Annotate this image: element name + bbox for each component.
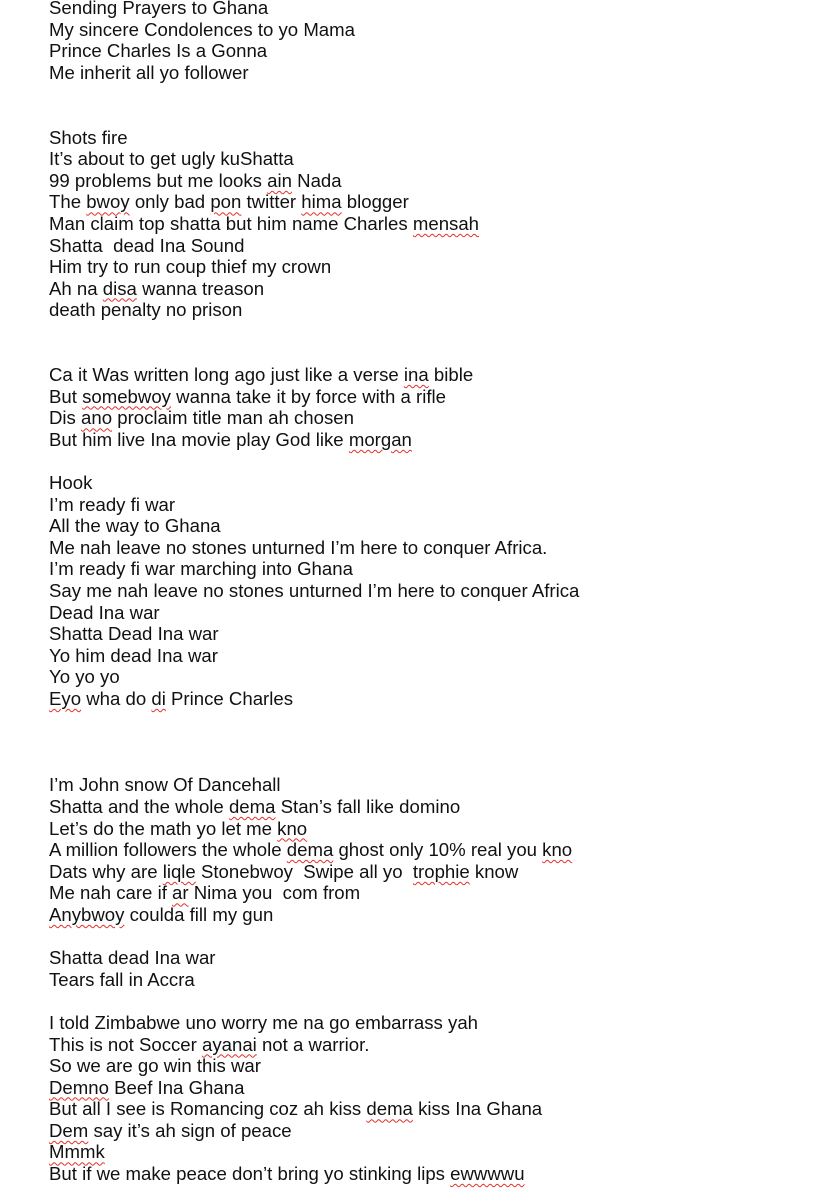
spelling-error-word[interactable]: Eyo: [49, 688, 82, 709]
spelling-error-word[interactable]: dema: [228, 795, 276, 817]
text-line: Ah na disa wanna treason: [49, 277, 265, 299]
blank-line: [49, 990, 819, 1012]
text-line: But somebwoy wanna take it by force with a rifle: [49, 385, 446, 407]
blank-line: [49, 343, 819, 365]
text-line: Ca it Was written long ago just like a verse ina bible: [49, 364, 474, 386]
text-line: Man claim top shatta but him name Charles mensah: [49, 212, 480, 234]
text-line: Dats why are liqle Stonebwoy Swipe all yo trophie know: [49, 860, 519, 882]
spelling-error-word[interactable]: ar: [172, 882, 189, 904]
spelling-error-word[interactable]: mensah: [412, 212, 480, 234]
text-line: Shatta dead Ina Sound: [49, 234, 245, 256]
text-line: Eyo wha do di Prince Charles: [49, 688, 293, 709]
blank-line: [49, 926, 819, 948]
text-line: Prince Charles Is a Gonna: [49, 40, 268, 62]
blank-line: [49, 731, 819, 753]
spelling-error-word[interactable]: morgan: [348, 428, 412, 450]
text-line: Demno Beef Ina Ghana: [49, 1076, 245, 1098]
spelling-error-word[interactable]: somebwoy: [82, 385, 171, 407]
text-line: Shots fire: [49, 126, 128, 148]
blank-line: [49, 83, 819, 105]
spelling-error-word[interactable]: Anybwoy: [49, 903, 125, 925]
spelling-error-word[interactable]: Mmmk: [49, 1141, 105, 1163]
text-line: I’m ready fi war: [49, 493, 176, 515]
spelling-error-word[interactable]: ain: [267, 169, 292, 191]
spelling-error-word[interactable]: Dem: [49, 1119, 89, 1141]
spelling-error-word[interactable]: kno: [277, 817, 308, 839]
spelling-error-word[interactable]: trophie: [412, 860, 470, 882]
text-line: Dis ano proclaim title man ah chosen: [49, 407, 354, 429]
spelling-error-word[interactable]: pon: [210, 191, 242, 213]
blank-line: [49, 321, 819, 343]
text-line: But all I see is Romancing coz ah kiss dema kiss Ina Ghana: [49, 1098, 543, 1120]
blank-line: [49, 450, 819, 472]
text-line: Anybwoy coulda fill my gun: [49, 903, 274, 925]
spelling-error-word[interactable]: ayanai: [202, 1033, 257, 1055]
text-line: Hook: [49, 472, 93, 494]
spelling-error-word[interactable]: Demno: [49, 1076, 109, 1098]
text-line: Shatta dead Ina war: [49, 947, 216, 969]
text-line: The bwoy only bad pon twitter hima blogger: [49, 191, 409, 213]
spelling-error-word[interactable]: ano: [81, 407, 113, 429]
text-line: Tears fall in Accra: [49, 968, 195, 990]
text-line: Let’s do the math yo let me kno: [49, 817, 308, 839]
spelling-error-word[interactable]: disa: [102, 277, 137, 299]
text-line: All the way to Ghana: [49, 515, 221, 537]
spelling-error-word[interactable]: liqle: [162, 860, 196, 882]
text-line: My sincere Condolences to yo Mama: [49, 18, 355, 40]
text-line: death penalty no prison: [49, 299, 243, 321]
spelling-error-word[interactable]: di: [151, 688, 166, 709]
text-line: I’m ready fi war marching into Ghana: [49, 558, 353, 580]
text-line: Me nah care if ar Nima you com from: [49, 882, 361, 904]
spelling-error-word[interactable]: hima: [301, 191, 342, 213]
text-line: Me nah leave no stones unturned I’m here to conquer Africa.: [49, 536, 548, 558]
spelling-error-word[interactable]: dema: [366, 1098, 413, 1120]
text-line: Shatta and the whole dema Stan’s fall like domino: [49, 795, 461, 817]
text-line: Me inherit all yo follower: [49, 61, 249, 83]
text-line: Yo him dead Ina war: [49, 644, 218, 666]
lyrics-document: [49, 0, 819, 1185]
text-line: Shatta Dead Ina war: [49, 623, 219, 645]
text-line: A million followers the whole dema ghost only 10% real you kno: [49, 839, 573, 861]
text-line: [49, 1141, 819, 1163]
text-line: I’m John snow Of Dancehall: [49, 774, 281, 796]
spelling-error-word[interactable]: bwoy: [86, 191, 130, 213]
text-line: But him live Ina movie play God like morgan: [49, 428, 412, 450]
text-line: 99 problems but me looks ain Nada: [49, 169, 342, 191]
blank-line: [49, 710, 819, 732]
spelling-error-word[interactable]: ewwwwu: [450, 1163, 525, 1185]
text-line: Say me nah leave no stones unturned I’m here to conquer Africa: [49, 580, 580, 602]
text-line: So we are go win this war: [49, 1055, 261, 1077]
spelling-error-word[interactable]: kno: [542, 839, 573, 861]
text-line: Yo yo yo: [49, 666, 120, 688]
text-line: Sending Prayers to Ghana: [49, 0, 269, 18]
blank-line: [49, 105, 819, 127]
text-line: This is not Soccer ayanai not a warrior.: [49, 1033, 370, 1055]
spelling-error-word[interactable]: dema: [286, 839, 334, 861]
blank-line: [49, 753, 819, 775]
text-line: Dem say it’s ah sign of peace: [49, 1119, 292, 1141]
text-line: Dead Ina war: [49, 601, 160, 623]
text-line: But if we make peace don’t bring yo stinking lips ewwwwu: [49, 1163, 525, 1185]
text-line: Him try to run coup thief my crown: [49, 256, 332, 278]
text-line: I told Zimbabwe uno worry me na go embarrass yah: [49, 1011, 479, 1033]
text-line: It’s about to get ugly kuShatta: [49, 148, 294, 170]
spelling-error-word[interactable]: ina: [403, 364, 429, 386]
